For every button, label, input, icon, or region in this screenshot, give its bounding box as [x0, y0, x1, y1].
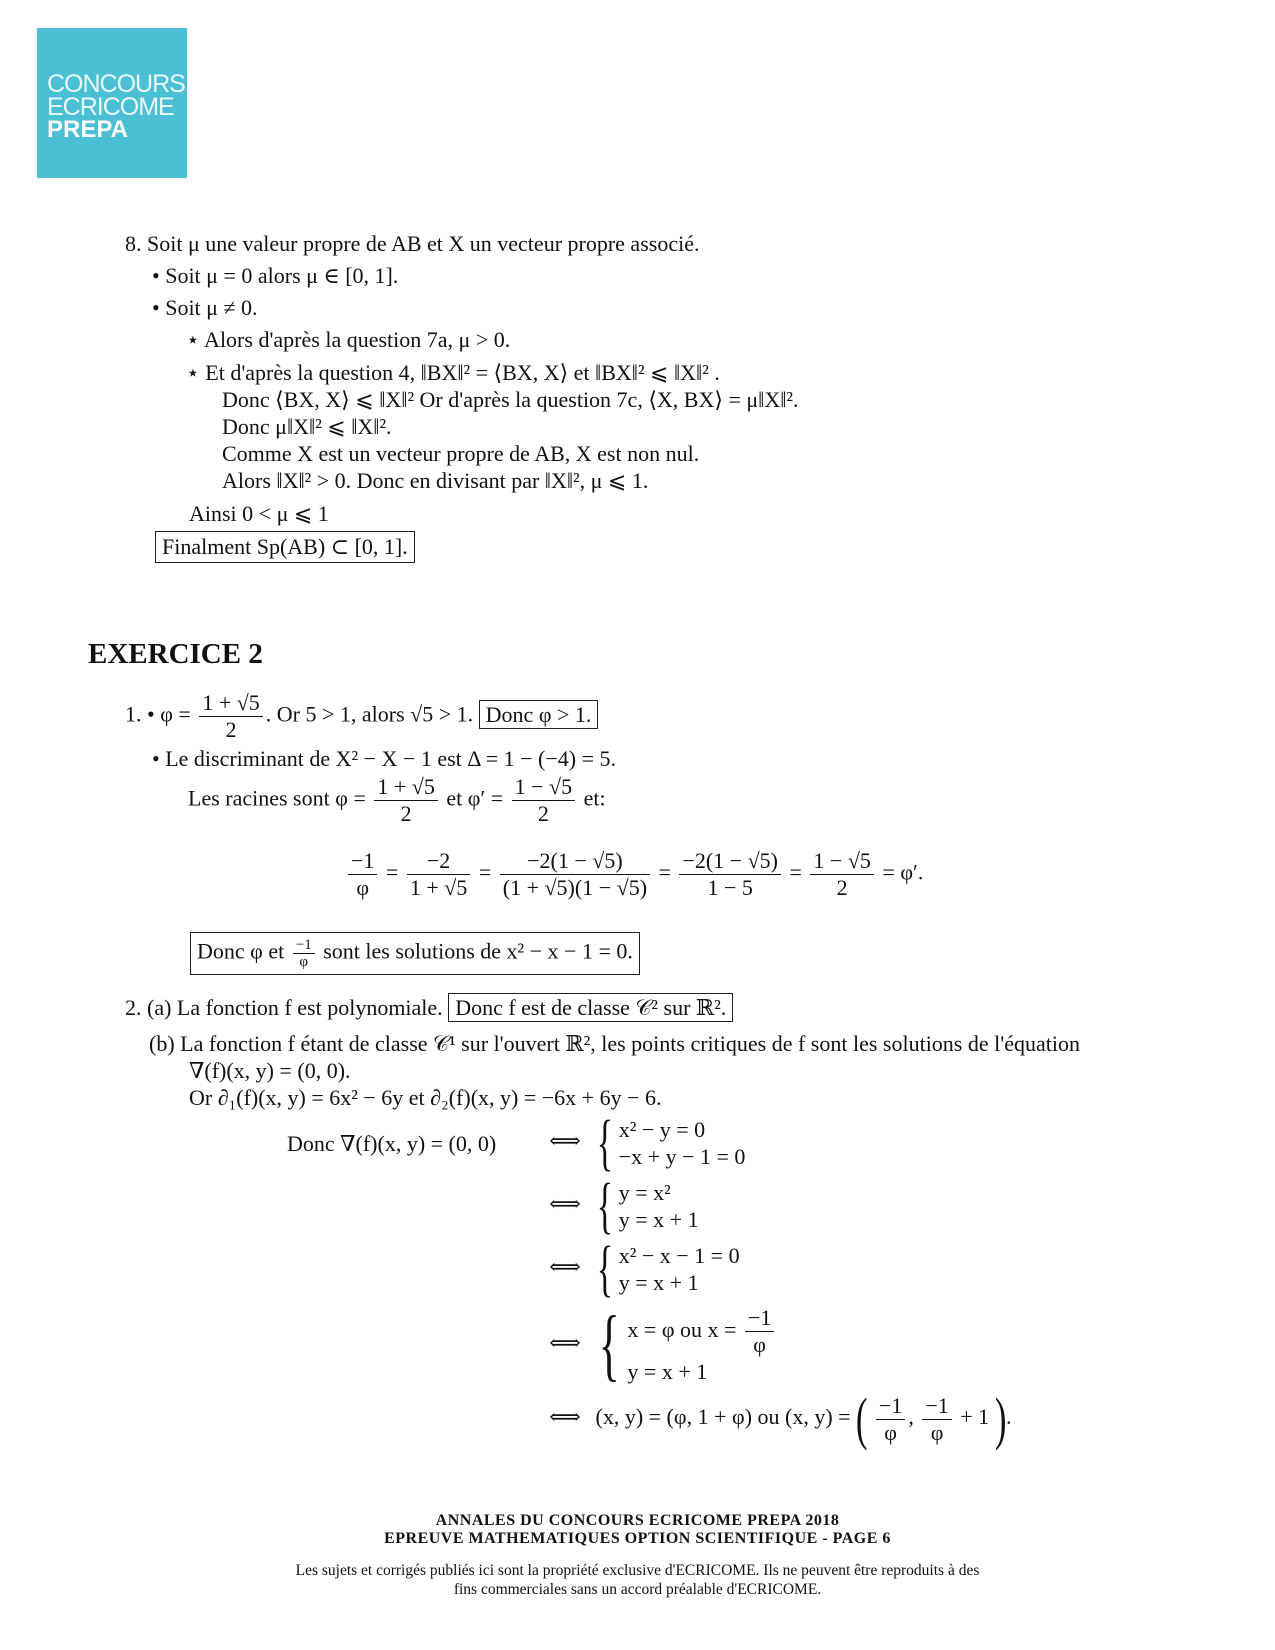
solutions-box [190, 932, 640, 975]
left-paren: ( [855, 1386, 868, 1451]
phi-denominator: 2 [225, 717, 237, 742]
ex2-discriminant: • Le discriminant de X² − X − 1 est Δ = 1 − (−4) = 5. [152, 746, 616, 771]
q8-line-8: Comme X est un vecteur propre de AB, X est non nul. [222, 441, 700, 466]
footer-title [0, 1512, 1275, 1548]
chain-f1-den: φ [356, 875, 370, 900]
solutions-frac-num: −1 [293, 937, 315, 954]
exercise-title: EXERCICE 2 [88, 638, 263, 670]
roots-et: et: [583, 785, 606, 811]
s4-frac-num: −1 [745, 1305, 774, 1332]
chain-f5-den: 2 [836, 875, 848, 900]
equality-chain: $\frac{-1}{\varphi}$ = $\frac{-2}{1 + √5}$ = $\frac{-2(1 - √5)}{(1 + √5)(1 - √5)}$ = $\frac{-2(1 - √5)}{1 - 5}$ = $\frac{1 - √5}{2}$ = φ′. [345, 848, 923, 901]
equiv-2: ⟺ [549, 1191, 581, 1217]
ex2-q1-rest: . Or 5 > 1, alors √5 > 1. [265, 701, 474, 727]
s2-a: y = x² [618, 1180, 671, 1205]
s3-b: y = x + 1 [618, 1270, 699, 1295]
phi2-denominator: 2 [400, 801, 412, 826]
final-equivalence: ⟺ (x, y) = (φ, 1 + φ) ou (x, y) = ( $\frac{-1}{\varphi}$ , $\frac{-1}{\varphi}$ + 1 ). [540, 1390, 1012, 1448]
chain-end: = φ′. [882, 859, 924, 885]
phi-prime-numerator: 1 − √5 [512, 774, 575, 801]
chain-f4-num: −2(1 − √5) [679, 848, 781, 875]
chain-f3-num: −2(1 − √5) [500, 848, 650, 875]
system-1 [540, 1109, 746, 1177]
final-text: (x, y) = (φ, 1 + φ) ou (x, y) = [595, 1404, 851, 1430]
q8-line-5: ⋆ Et d'après la question 4, ‖BX‖² = ⟨BX, X⟩ et ‖BX‖² ⩽ ‖X‖² . [186, 360, 720, 385]
chain-frac-3 [500, 848, 650, 901]
cases-1 [619, 1116, 746, 1170]
final-period: . [1006, 1404, 1012, 1430]
s4-b: y = x + 1 [627, 1359, 708, 1385]
q2b-line-1: (b) La fonction f étant de classe 𝒞¹ sur l'ouvert ℝ², les points critiques de f sont les solutions de l'équation [149, 1031, 1080, 1056]
solutions-box-fraction [293, 937, 315, 970]
q8-line-2: • Soit μ = 0 alors μ ∈ [0, 1]. [152, 263, 399, 288]
system-4 [540, 1301, 777, 1390]
final-f1-num: −1 [876, 1393, 905, 1420]
final-f2-num: −1 [922, 1393, 951, 1420]
phi-prime-fraction [512, 774, 575, 827]
brace-1: { [596, 1109, 613, 1177]
s3-a: x² − x − 1 = 0 [618, 1243, 740, 1268]
system-2 [540, 1172, 699, 1240]
ex2-q1-label: 1. • φ = [125, 701, 191, 727]
solutions-box-b: sont les solutions de x² − x − 1 = 0. [323, 938, 633, 964]
final-plus-one: + 1 [960, 1404, 990, 1430]
final-f2-den: φ [930, 1419, 944, 1445]
q2a-box: Donc f est de classe 𝒞² sur ℝ². [448, 993, 733, 1022]
final-frac-2 [922, 1393, 951, 1446]
chain-frac-5 [810, 848, 873, 901]
s1-a: x² − y = 0 [618, 1117, 706, 1142]
q8-line-9: Alors ‖X‖² > 0. Donc en divisant par ‖X‖², μ ⩽ 1. [222, 468, 649, 493]
phi2-numerator: 1 + √5 [374, 774, 437, 801]
s4-frac-den: φ [753, 1332, 766, 1358]
footer-line-2: EPREUVE MATHEMATIQUES OPTION SCIENTIFIQUE - PAGE 6 [384, 1530, 891, 1547]
system-lead: Donc ∇(f)(x, y) = (0, 0) [287, 1131, 497, 1156]
concours-logo [37, 28, 187, 178]
phi-numerator: 1 + √5 [199, 690, 262, 717]
chain-frac-4 [679, 848, 781, 901]
chain-f2-num: −2 [407, 848, 470, 875]
s4-top [627, 1305, 777, 1358]
q8-line-4: ⋆ Alors d'après la question 7a, μ > 0. [186, 327, 511, 352]
system-3 [540, 1235, 740, 1303]
equiv-1: ⟺ [549, 1128, 581, 1154]
logo-line-2: ECRICOME [47, 93, 174, 121]
ex2-roots-line [188, 774, 606, 827]
q2b-line-3: Or ∂₁(f)(x, y) = 6x² − 6y et ∂₂(f)(x, y) = −6x + 6y − 6. [189, 1085, 662, 1110]
s2-b: y = x + 1 [618, 1207, 699, 1232]
brace-4: { [598, 1301, 620, 1390]
s4-fraction [745, 1305, 774, 1358]
brace-2: { [596, 1172, 613, 1240]
solutions-frac-den: φ [299, 954, 309, 970]
final-frac-1 [876, 1393, 905, 1446]
chain-frac-1 [348, 848, 377, 901]
q8-line-3: • Soit μ ≠ 0. [152, 295, 258, 320]
s4-a: x = φ ou x = [627, 1317, 737, 1342]
ex2-q1-box: Donc φ > 1. [479, 700, 599, 729]
cases-4 [627, 1305, 777, 1385]
final-f1-den: φ [884, 1419, 897, 1445]
footer-notice [0, 1561, 1275, 1599]
equiv-3: ⟺ [549, 1254, 581, 1280]
chain-f1-num: −1 [348, 848, 377, 875]
footer-line-3: Les sujets et corrigés publiés ici sont la propriété exclusive d'ECRICOME. Ils ne peuvent être reproduits à des [295, 1562, 980, 1579]
phi-prime-denominator: 2 [537, 801, 549, 826]
footer-line-1: ANNALES DU CONCOURS ECRICOME PREPA 2018 [435, 1512, 840, 1529]
right-paren: ) [994, 1386, 1007, 1451]
s1-b: −x + y − 1 = 0 [618, 1144, 746, 1169]
equiv-5: ⟺ [549, 1404, 581, 1430]
brace-3: { [596, 1235, 613, 1303]
footer-line-4: fins commerciales sans un accord préalable d'ECRICOME. [453, 1581, 822, 1598]
logo-line-1: CONCOURS [47, 70, 185, 98]
solutions-box-a: Donc φ et [197, 938, 285, 964]
cases-2 [619, 1179, 699, 1233]
logo-line-3: PREPA [47, 116, 128, 143]
q2a-line [125, 994, 733, 1022]
phi-fraction-2 [374, 774, 437, 827]
phi-fraction [199, 690, 262, 743]
equiv-4: ⟺ [549, 1330, 581, 1356]
q8-conclusion-box: Finalment Sp(AB) ⊂ [0, 1]. [155, 531, 415, 563]
q2a-text: 2. (a) La fonction f est polynomiale. [125, 995, 443, 1020]
chain-f4-den: 1 − 5 [707, 875, 753, 900]
q8-line-1: 8. Soit μ une valeur propre de AB et X un vecteur propre associé. [125, 231, 700, 256]
chain-f5-num: 1 − √5 [810, 848, 873, 875]
q8-line-7: Donc μ‖X‖² ⩽ ‖X‖². [222, 414, 392, 439]
q8-line-6: Donc ⟨BX, X⟩ ⩽ ‖X‖² Or d'après la question 7c, ⟨X, BX⟩ = μ‖X‖². [222, 387, 799, 412]
chain-f3-den: (1 + √5)(1 − √5) [502, 875, 648, 900]
roots-and: et φ′ = [446, 785, 504, 811]
cases-3 [619, 1242, 740, 1296]
q2b-line-2: ∇(f)(x, y) = (0, 0). [189, 1058, 351, 1083]
q8-line-10: Ainsi 0 < μ ⩽ 1 [189, 501, 329, 526]
roots-label: Les racines sont φ = [188, 785, 366, 811]
chain-frac-2 [407, 848, 470, 901]
ex2-q1-line [125, 690, 598, 743]
chain-f2-den: 1 + √5 [409, 875, 468, 900]
